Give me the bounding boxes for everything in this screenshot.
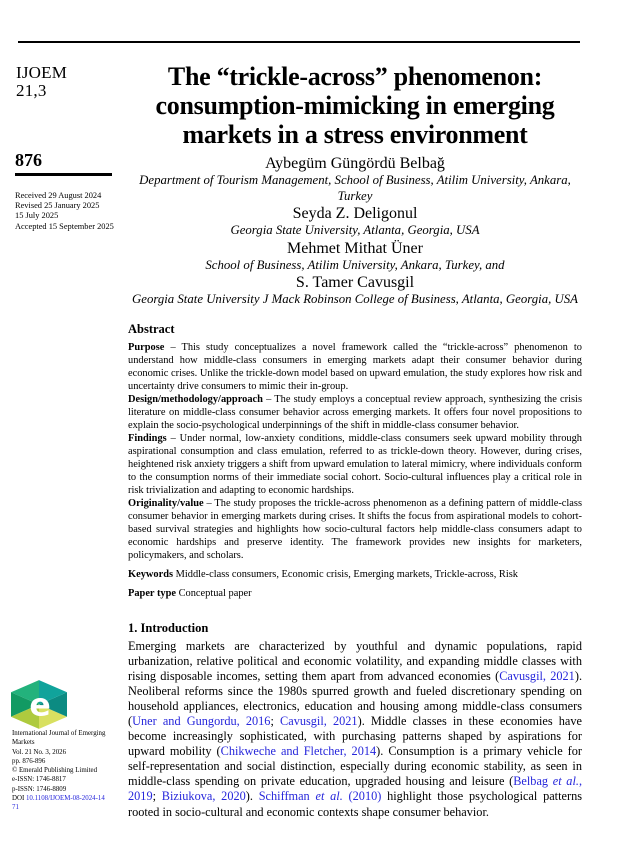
header-rule — [18, 41, 580, 43]
citation-link[interactable]: et al. — [552, 774, 579, 789]
article-history-line: Received 29 August 2024 — [15, 191, 102, 200]
abstract-subsection-label: Findings — [128, 432, 167, 444]
article-history-line: Accepted 15 September 2025 — [15, 221, 114, 231]
doi-line — [12, 794, 108, 813]
article-title: The “trickle-across” phenomenon: consumption-mimicking in emerging markets in a stress environment — [155, 62, 555, 149]
author-entry — [128, 204, 582, 239]
imprint-line: © Emerald Publishing Limited — [12, 767, 98, 775]
page-number-block — [15, 150, 112, 176]
citation-link[interactable]: Cavusgil, 2021 — [280, 713, 358, 728]
body-text: ). Middle classes in these economies have become increasingly sophisticated, with purchasing patterns shaped by aspirations for upward mobility ( — [128, 713, 583, 759]
abstract-subsection-text: – The study proposes the trickle-across phenomenon as a defining pattern of middle-class consumer behavior in emerging markets during crises. It shifts the focus from aspirational models to cohort-based survival strategies and highlights how socio-cultural factors help middle-class consumers adapt to economic hardships and preserve identity. The framework provides new insights for marketers, policymakers, and scholars. — [128, 497, 582, 561]
imprint-line: e-ISSN: 1746-8817 — [12, 776, 66, 784]
abstract-subsection — [128, 497, 582, 562]
paper-type-label: Paper type — [128, 587, 177, 599]
author-affiliation: Department of Tourism Management, School of Business, Atilim University, Ankara, Turkey — [139, 173, 571, 203]
abstract-section — [128, 322, 582, 600]
abstract-subsection-label: Originality/value — [128, 497, 204, 509]
abstract-subsection — [128, 393, 582, 432]
imprint-line: p-ISSN: 1746-8809 — [12, 785, 67, 793]
citation-link[interactable]: (2010) — [342, 789, 382, 804]
citation-link[interactable]: Cavusgil, 2021 — [499, 668, 575, 683]
keywords-text: Middle-class consumers, Economic crisis, Emerging markets, Trickle-across, Risk — [173, 568, 518, 580]
citation-link[interactable]: , 2019 — [128, 774, 583, 804]
body-text: ; — [270, 713, 281, 728]
imprint-line: Vol. 21 No. 3, 2026 — [12, 748, 67, 756]
article-history-line: Revised 25 January 2025 — [15, 201, 100, 211]
abstract-heading: Abstract — [128, 321, 175, 336]
body-text: highlight those psychological patterns rooted in socio-cultural and economic contexts shape consumer behavior. — [128, 789, 583, 819]
emerald-logo — [11, 680, 67, 729]
journal-imprint — [12, 729, 108, 813]
citation-link[interactable]: Schiffman — [258, 789, 316, 804]
article-body-column — [128, 62, 582, 820]
paper-type-line — [128, 587, 582, 600]
doi-label: DOI — [12, 795, 26, 803]
paper-type-text: Conceptual paper — [176, 587, 252, 599]
body-text: ). — [245, 789, 259, 804]
imprint-line: International Journal of Emerging Markets — [12, 730, 106, 747]
author-affiliation: Georgia State University J Mack Robinson College of Business, Atlanta, Georgia, USA — [132, 292, 578, 306]
citation-link[interactable]: Uner and Gungordu, 2016 — [132, 713, 271, 728]
journal-abbrev-block — [16, 64, 67, 100]
body-text: Emerging markets are characterized by youthful and dynamic populations, rapid urbanization, relative political and economic volatility, and expanding middle classes with rising disposable incomes, setting them apart from advanced economies ( — [128, 638, 582, 683]
abstract-subsection-label: Purpose — [128, 341, 165, 353]
journal-abbrev: IJOEM — [16, 63, 68, 82]
abstract-subsection-text: – Under normal, low-anxiety conditions, middle-class consumers seek upward mobility through aspirational consumption and class emulation, referred to as trickle-down theory. However, during crises, heightened risk anxiety triggers a shift from upward emulation to lateral mimicry, where individuals conform to the consumption norms of their immediate social cohort. Socio-cultural influences play a critical role in risk trivialization and adapting to economic hardships. — [128, 432, 582, 496]
abstract-subsection — [128, 341, 582, 393]
keywords-line — [128, 568, 582, 581]
introduction-heading: 1. Introduction — [128, 620, 209, 635]
author-name: Mehmet Mithat Üner — [287, 239, 423, 257]
author-entry — [128, 154, 582, 204]
citation-link[interactable]: Biziukova, 2020 — [161, 789, 246, 804]
abstract-subsection-label: Design/methodology/approach — [128, 393, 263, 405]
journal-issue: 21,3 — [16, 81, 47, 100]
abstract-subsection-text: – This study conceptualizes a novel framework called the “trickle-across” phenomenon to understand how middle-class consumers in emerging markets adapt their consumer behavior during economic crises. Unlike the trickle-down model based on upward emulation, the study explores how risk and uncertainty drive consumers to mimic their in-group. — [128, 341, 582, 392]
abstract-subsection-text: – The study employs a conceptual review approach, synthesizing the crisis literature on middle-class consumer behavior across emerging markets. It offers four novel propositions to explain the socio-psychological underpinnings of the shift in middle-class consumer behavior. — [128, 393, 582, 431]
citation-link[interactable]: Chikweche and Fletcher, 2014 — [220, 744, 377, 759]
author-name: S. Tamer Cavusgil — [295, 274, 415, 291]
author-name: Aybegüm Güngördü Belbağ — [265, 155, 445, 172]
author-entry — [128, 273, 582, 308]
author-affiliation: School of Business, Atilim University, Ankara, Turkey, and — [205, 257, 505, 272]
body-text: ). Neoliberal reforms since the 1980s spurred growth and fueled discretionary spending on household appliances, electronics, education and housing among middle-class consumers ( — [128, 668, 583, 728]
author-affiliation: Georgia State University, Atlanta, Georgia, USA — [230, 223, 480, 237]
doi-link[interactable]: 10.1108/IJOEM-08-2024-1471 — [12, 795, 105, 812]
article-history — [15, 191, 127, 232]
logo-e-letter: e — [29, 687, 51, 724]
abstract-subsections — [128, 341, 582, 562]
author-entry — [128, 239, 582, 274]
body-text: ). Consumption is a primary vehicle for self-representation and social distinction, especially during economic stability, as seen in middle-class spending on private education, upgraded housing and leisure ( — [128, 744, 582, 789]
body-text: ; — [152, 789, 162, 804]
introduction-section — [128, 621, 582, 820]
page-number-rule — [15, 173, 112, 176]
citation-link[interactable]: Belbag — [513, 774, 553, 789]
citation-link[interactable]: et al. — [315, 789, 343, 804]
abstract-subsection — [128, 432, 582, 497]
imprint-lines — [12, 729, 108, 794]
author-name: Seyda Z. Deligonul — [292, 205, 418, 222]
imprint-line: pp. 876-896 — [12, 757, 46, 765]
keywords-label: Keywords — [128, 568, 174, 580]
article-history-line: 15 July 2025 — [15, 211, 59, 221]
authors-block — [128, 154, 582, 308]
introduction-paragraph — [128, 639, 582, 820]
page-number: 876 — [15, 150, 42, 170]
